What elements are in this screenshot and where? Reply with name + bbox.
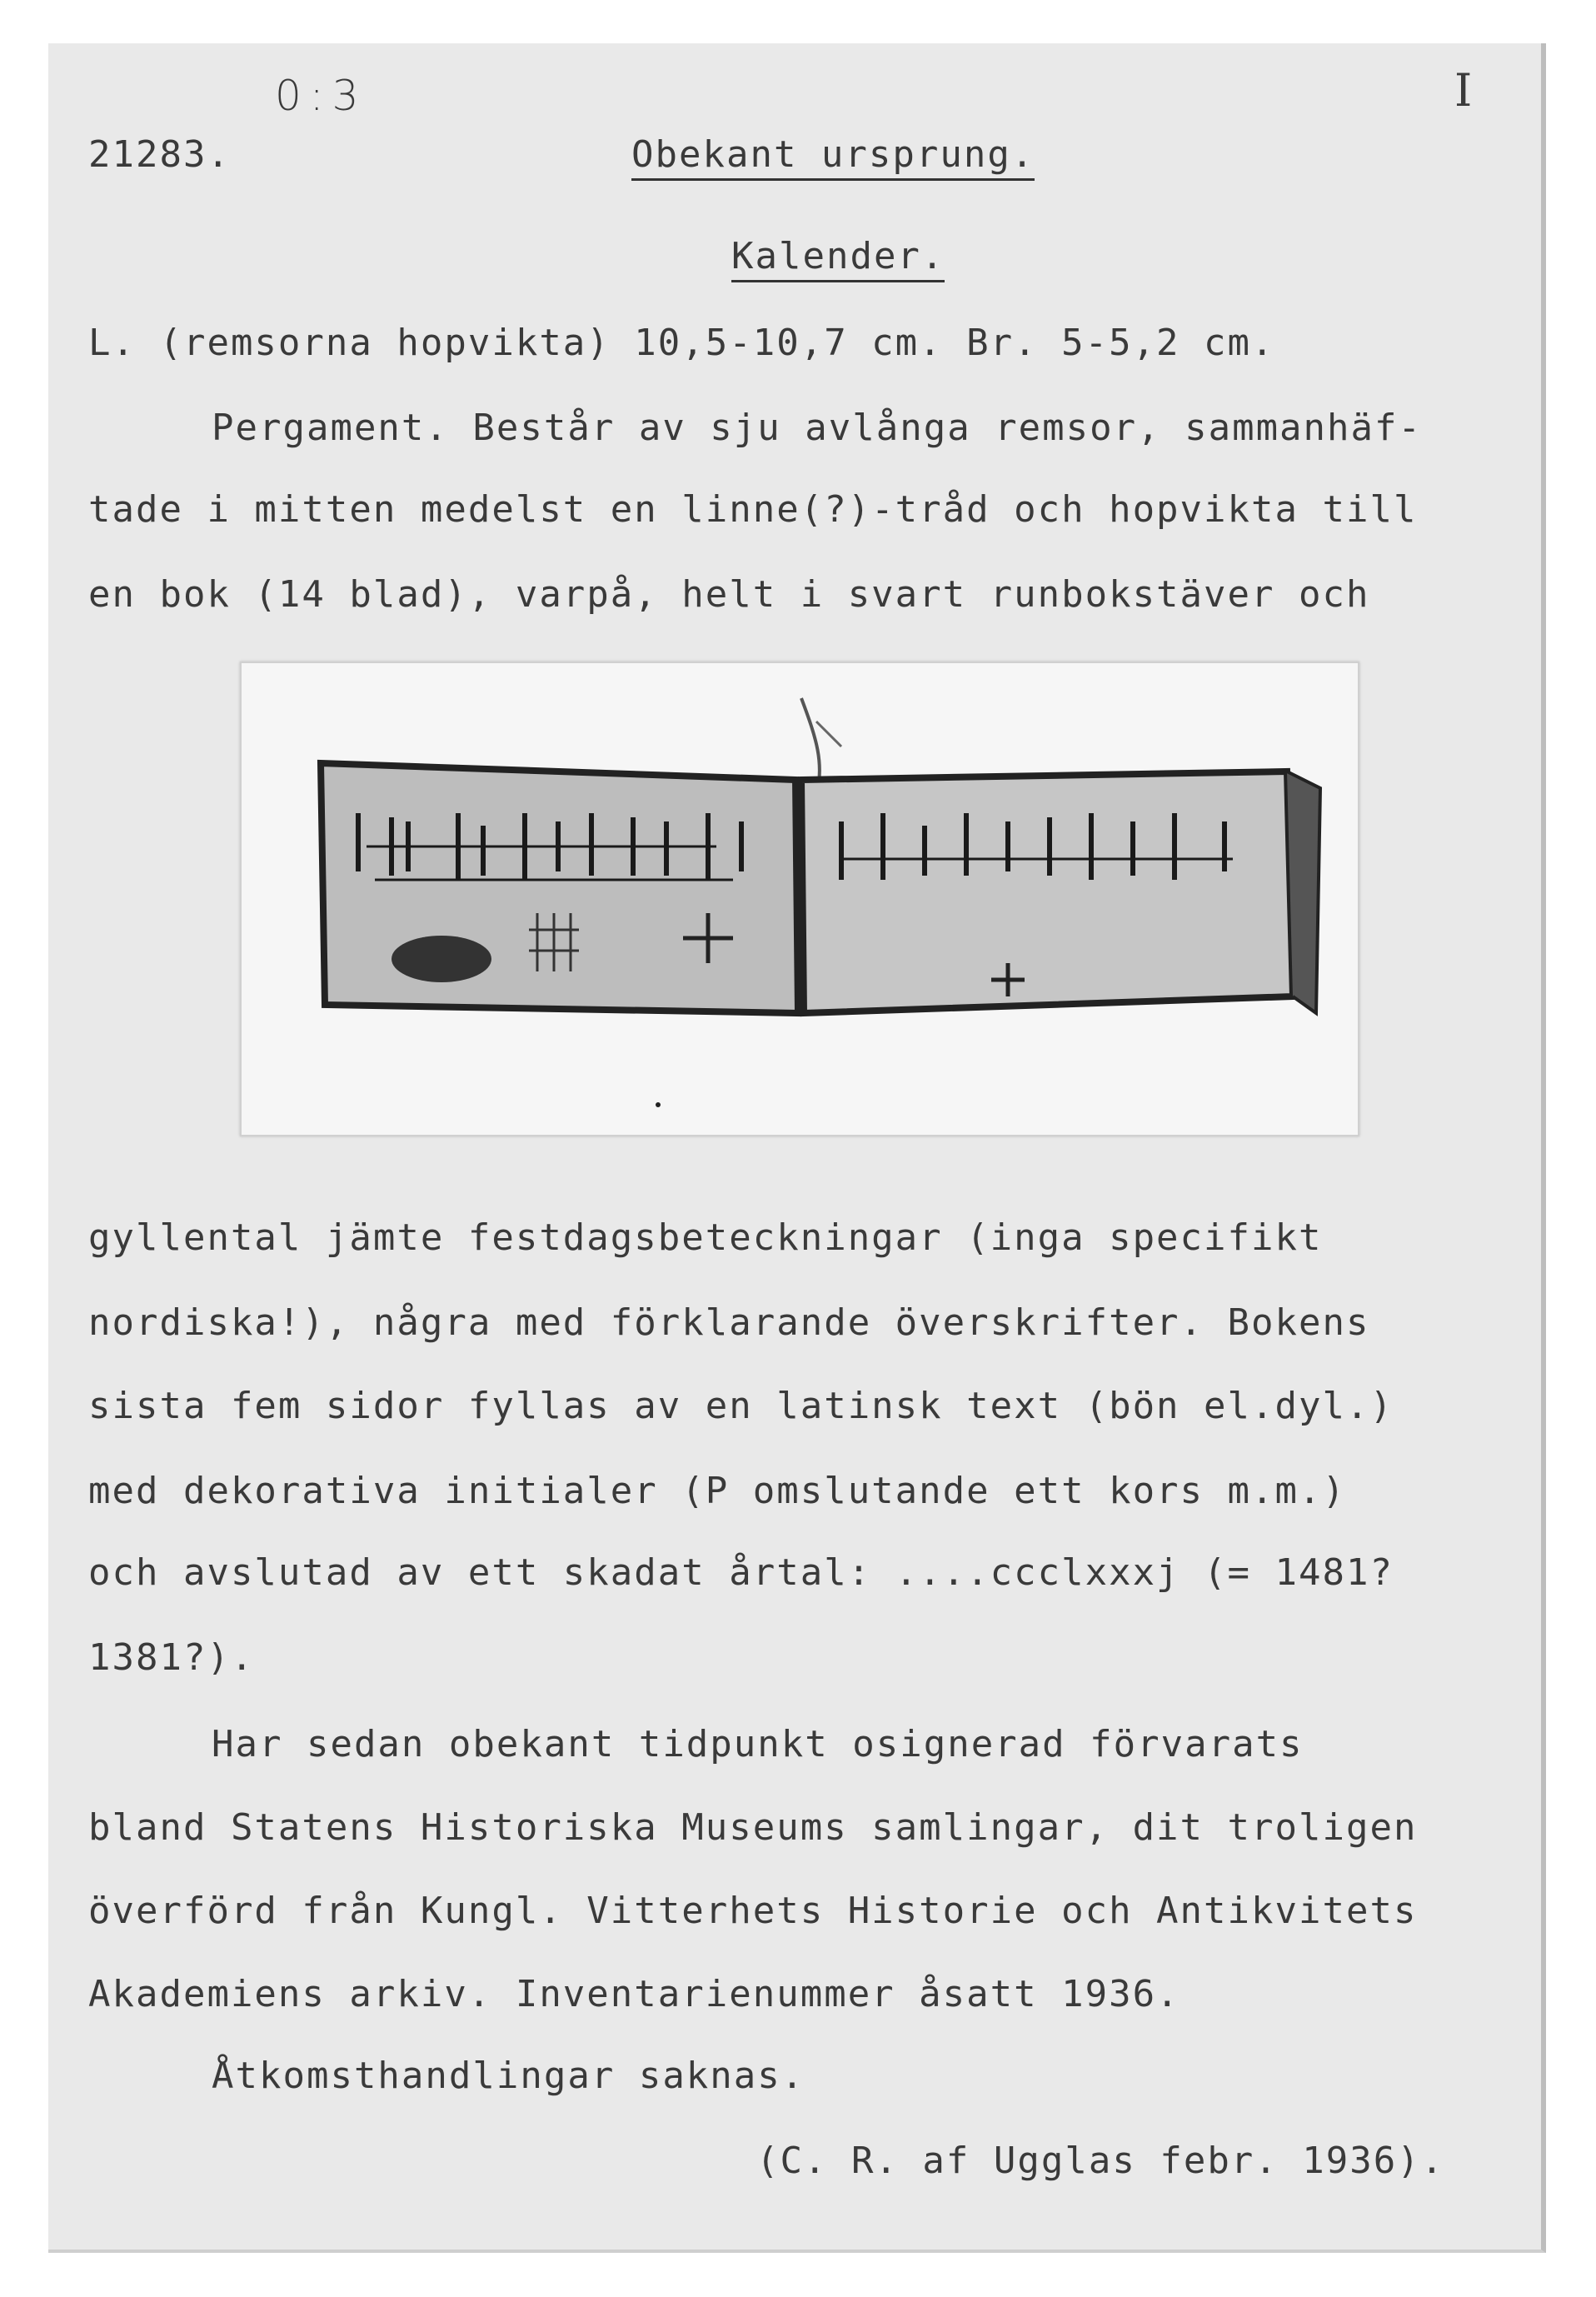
paragraph-line: Akademiens arkiv. Inventarienummer åsatt 1936.	[88, 1973, 1180, 2015]
object-title: Kalender.	[731, 238, 945, 282]
paragraph-line: med dekorativa initialer (P omslutande ett kors m.m.)	[88, 1470, 1346, 1512]
catalogue-card	[48, 43, 1546, 2253]
paragraph-line: överförd från Kungl. Vitterhets Historie och Antikvitets	[88, 1890, 1418, 1932]
rune-calendar-photo	[240, 662, 1359, 1136]
paragraph-line: en bok (14 blad), varpå, helt i svart runbokstäver och	[88, 573, 1370, 616]
signature-line: (C. R. af Ugglas febr. 1936).	[756, 2140, 1445, 2182]
roman-numeral: I	[1454, 64, 1474, 117]
paragraph-line: bland Statens Historiska Museums samlingar, dit troligen	[88, 1806, 1418, 1849]
paragraph-line: 1381?).	[88, 1636, 255, 1679]
rune-calendar-illustration	[242, 663, 1358, 1135]
inventory-number: 21283.	[88, 133, 231, 176]
paragraph-line: sista fem sidor fyllas av en latinsk text (bön el.dyl.)	[88, 1385, 1394, 1427]
paragraph-line: Pergament. Består av sju avlånga remsor, sammanhäf-	[212, 407, 1423, 449]
paragraph-line: och avslutad av ett skadat årtal: ....ccclxxxj (= 1481?	[88, 1551, 1394, 1594]
paragraph-line: nordiska!), några med förklarande överskrifter. Bokens	[88, 1301, 1370, 1344]
handwritten-shelf-mark: 0:3	[275, 72, 367, 120]
paragraph-line: tade i mitten medelst en linne(?)-tråd och hopvikta till	[88, 488, 1418, 531]
origin-heading: Obekant ursprung.	[631, 137, 1035, 181]
paragraph-line: Har sedan obekant tidpunkt osignerad förvarats	[212, 1723, 1304, 1765]
paragraph-line: Åtkomsthandlingar saknas.	[212, 2055, 805, 2097]
paragraph-line: gyllental jämte festdagsbeteckningar (inga specifikt	[88, 1216, 1323, 1259]
measurements: L. (remsorna hopvikta) 10,5-10,7 cm. Br. 5-5,2 cm.	[88, 322, 1275, 364]
